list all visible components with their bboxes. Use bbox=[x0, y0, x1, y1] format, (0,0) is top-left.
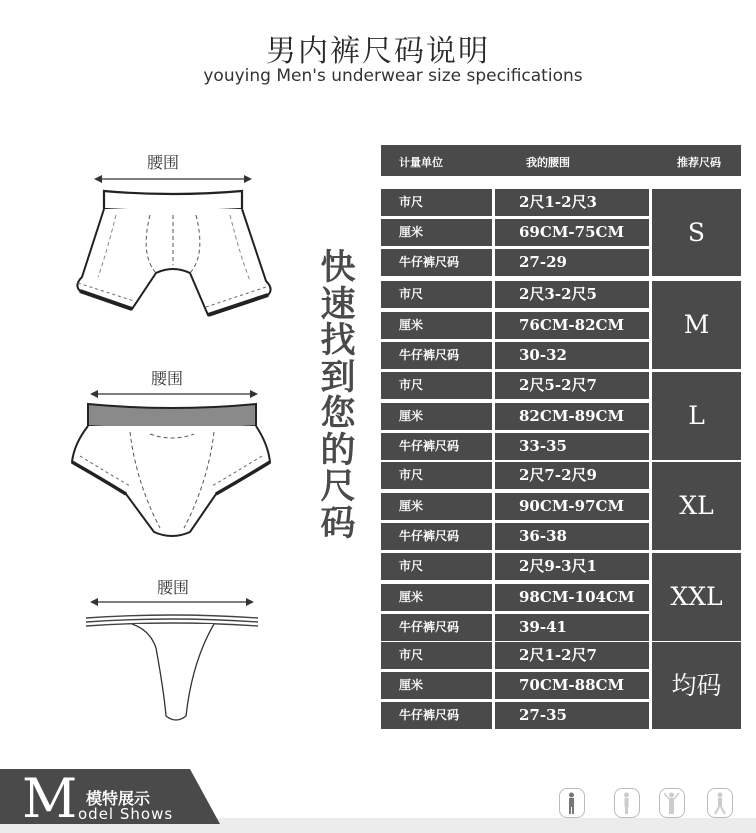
recommended-size-cell: S bbox=[652, 189, 741, 276]
unit-cell: 厘米 bbox=[381, 672, 492, 699]
waist-value-cell: 2尺1-2尺7 bbox=[495, 642, 649, 669]
waist-value-cell: 39-41 bbox=[495, 614, 649, 641]
recommended-size-cell: XL bbox=[652, 462, 741, 550]
side-char: 码 bbox=[320, 502, 356, 544]
unit-cell: 厘米 bbox=[381, 312, 492, 339]
model-arms-up-icon[interactable] bbox=[659, 788, 685, 818]
waist-value-cell: 2尺1-2尺3 bbox=[495, 189, 649, 216]
waist-value-cell: 98CM-104CM bbox=[495, 584, 649, 611]
waist-label-boxer: 腰围 bbox=[146, 153, 179, 172]
side-char: 的 bbox=[320, 429, 356, 471]
model-walking-icon[interactable] bbox=[707, 788, 733, 818]
model-shows-label-cn: 模特展示 bbox=[86, 789, 151, 808]
waist-label-briefs: 腰围 bbox=[150, 369, 183, 388]
boxer-briefs-diagram bbox=[60, 165, 280, 325]
waist-value-cell: 82CM-89CM bbox=[495, 403, 649, 430]
waist-value-cell: 27-29 bbox=[495, 249, 649, 276]
waist-value-cell: 2尺3-2尺5 bbox=[495, 281, 649, 308]
waist-value-cell: 69CM-75CM bbox=[495, 219, 649, 246]
waist-value-cell: 2尺9-3尺1 bbox=[495, 553, 649, 580]
model-side-icon[interactable] bbox=[614, 788, 640, 818]
waist-value-cell: 30-32 bbox=[495, 342, 649, 369]
header-size: 推荐尺码 bbox=[677, 156, 721, 169]
model-shows-label-en: odel Shows bbox=[78, 805, 174, 823]
model-shows-letter: M bbox=[22, 767, 78, 830]
unit-cell: 市尺 bbox=[381, 642, 492, 669]
unit-cell: 市尺 bbox=[381, 281, 492, 308]
thong-diagram bbox=[80, 592, 280, 727]
side-char: 尺 bbox=[320, 466, 356, 507]
waist-value-cell: 33-35 bbox=[495, 433, 649, 460]
page-title: 男内裤尺码说明 bbox=[266, 34, 490, 69]
unit-cell: 牛仔裤尺码 bbox=[381, 614, 492, 641]
unit-cell: 市尺 bbox=[381, 553, 492, 580]
table-header bbox=[381, 145, 741, 176]
page-subtitle: youying Men's underwear size specifications bbox=[203, 66, 583, 86]
header-unit: 计量单位 bbox=[399, 156, 443, 169]
recommended-size-cell: M bbox=[652, 281, 741, 369]
unit-cell: 牛仔裤尺码 bbox=[381, 523, 492, 550]
waist-value-cell: 2尺5-2尺7 bbox=[495, 372, 649, 399]
waist-value-cell: 70CM-88CM bbox=[495, 672, 649, 699]
recommended-size-cell: XXL bbox=[652, 553, 741, 641]
briefs-diagram bbox=[60, 382, 280, 542]
waist-value-cell: 76CM-82CM bbox=[495, 312, 649, 339]
unit-cell: 厘米 bbox=[381, 403, 492, 430]
unit-cell: 牛仔裤尺码 bbox=[381, 702, 492, 729]
waist-value-cell: 27-35 bbox=[495, 702, 649, 729]
waist-value-cell: 90CM-97CM bbox=[495, 493, 649, 520]
waist-value-cell: 36-38 bbox=[495, 523, 649, 550]
header-waist: 我的腰围 bbox=[526, 156, 570, 169]
waist-value-cell: 2尺7-2尺9 bbox=[495, 462, 649, 489]
unit-cell: 市尺 bbox=[381, 462, 492, 489]
unit-cell: 牛仔裤尺码 bbox=[381, 342, 492, 369]
side-char: 到 bbox=[320, 356, 356, 398]
side-char: 速 bbox=[320, 283, 356, 325]
model-front-icon[interactable] bbox=[559, 788, 585, 818]
recommended-size-cell: L bbox=[652, 372, 741, 460]
side-char: 快 bbox=[320, 247, 356, 288]
unit-cell: 牛仔裤尺码 bbox=[381, 433, 492, 460]
unit-cell: 牛仔裤尺码 bbox=[381, 249, 492, 276]
unit-cell: 市尺 bbox=[381, 372, 492, 399]
unit-cell: 市尺 bbox=[381, 189, 492, 216]
find-your-size-text bbox=[317, 247, 359, 544]
unit-cell: 厘米 bbox=[381, 219, 492, 246]
side-char: 您 bbox=[320, 393, 356, 434]
side-char: 找 bbox=[320, 320, 356, 361]
size-table bbox=[381, 145, 741, 728]
unit-cell: 厘米 bbox=[381, 493, 492, 520]
recommended-size-cell: 均码 bbox=[652, 642, 741, 729]
waist-label-thong: 腰围 bbox=[156, 578, 189, 597]
unit-cell: 厘米 bbox=[381, 584, 492, 611]
